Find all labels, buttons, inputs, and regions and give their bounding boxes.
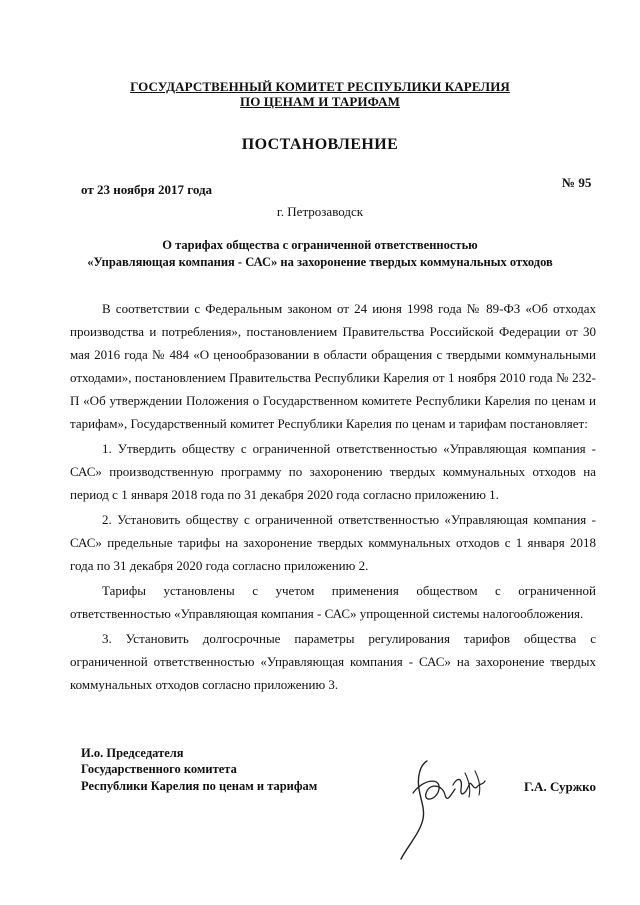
org-name-line1: ГОСУДАРСТВЕННЫЙ КОМИТЕТ РЕСПУБЛИКИ КАРЕЛИЯ bbox=[130, 79, 510, 94]
document-number: № 95 bbox=[562, 175, 592, 190]
org-name-line2: ПО ЦЕНАМ И ТАРИФАМ bbox=[240, 94, 400, 109]
handwritten-signature bbox=[365, 755, 495, 865]
body-paragraph-tax-note: Тарифы установлены с учетом применения обществом с ограниченной ответственностью «Управляющая компания - САС» упрощенной системы налогообложения. bbox=[70, 583, 596, 621]
document-type-title: ПОСТАНОВЛЕНИЕ bbox=[241, 136, 399, 153]
body-paragraph-item-2: 2. Установить обществу с ограниченной ответственностью «Управляющая компания - САС» предельные тарифы на захоронение твердых коммунальных отходов с 1 января 2018 года по 31 декабря 2020 года согласно приложению 2. bbox=[70, 512, 596, 573]
body-paragraph-item-1: 1. Утвердить обществу с ограниченной ответственностью «Управляющая компания - САС» производственную программу по захоронению твердых коммунальных отходов на период с 1 января 2018 года по 31 декабря 2020 года согласно приложению 1. bbox=[70, 441, 596, 502]
document-city: г. Петрозаводск bbox=[276, 204, 364, 219]
subject-line1: О тарифах общества с ограниченной ответственностью bbox=[162, 238, 478, 252]
body-paragraph-preamble: В соответствии с Федеральным законом от 24 июня 1998 года № 89-ФЗ «Об отходах производства и потребления», постановлением Правительства Российской Федерации от 30 мая 2016 года № 484 «О ценообразовании в области обращения с твердыми коммунальными отходами», постановлением Правительства Республики Карелия от 1 ноября 2010 года № 232-П «Об утверждении Положения о Государственном комитете Республики Карелия по ценам и тарифам», Государственный комитет Республики Карелия по ценам и тарифам постановляет: bbox=[70, 301, 596, 431]
signer-role-line2: Государственного комитета bbox=[81, 762, 237, 776]
signer-role-line1: И.о. Председателя bbox=[81, 746, 184, 760]
signer-name: Г.А. Суржко bbox=[524, 779, 596, 794]
signer-role-line3: Республики Карелия по ценам и тарифам bbox=[81, 779, 318, 793]
subject-line2: «Управляющая компания - САС» на захоронение твердых коммунальных отходов bbox=[87, 255, 553, 269]
document-date: от 23 ноября 2017 года bbox=[81, 182, 213, 197]
body-paragraph-item-3: 3. Установить долгосрочные параметры регулирования тарифов общества с ограниченной ответственностью «Управляющая компания - САС» на захоронение твердых коммунальных отходов согласно приложению 3. bbox=[70, 631, 596, 692]
document-body bbox=[70, 297, 596, 696]
